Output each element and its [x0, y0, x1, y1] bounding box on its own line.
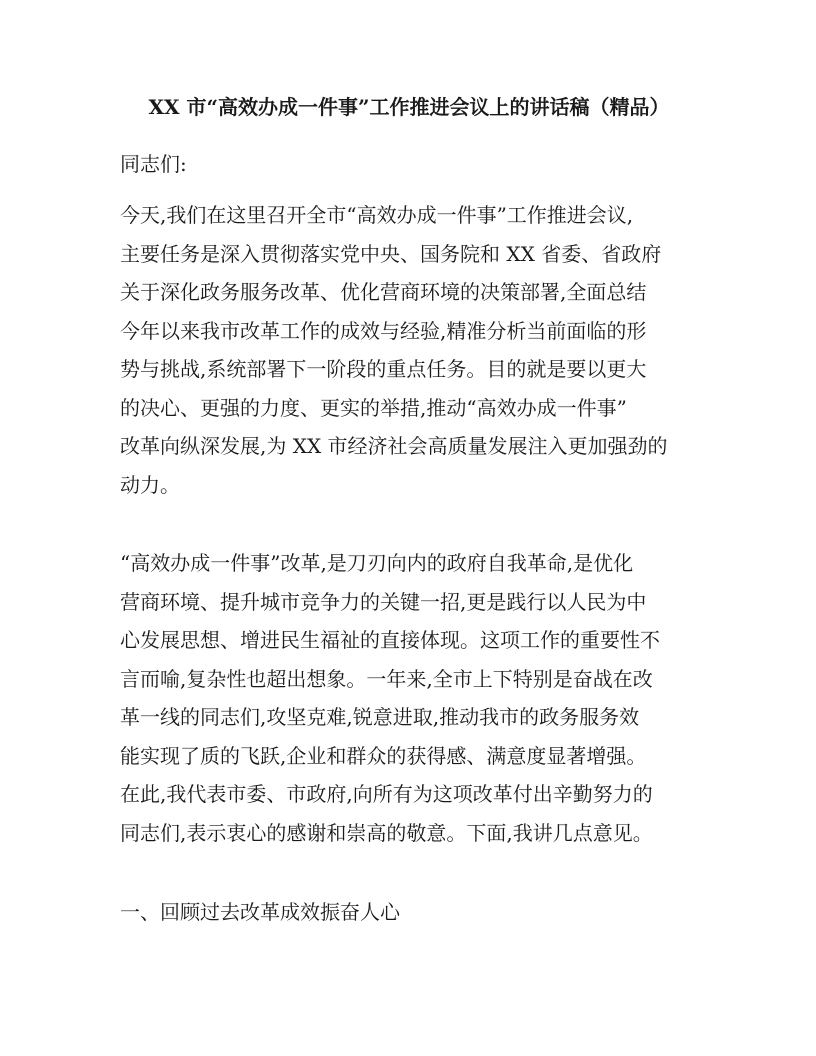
paragraph-significance — [120, 544, 698, 852]
salutation: 同志们: — [120, 152, 187, 176]
paragraph-line: 同志们,表示衷心的感谢和崇高的敬意。下面,我讲几点意见。 — [120, 820, 653, 845]
paragraph-line: 在此,我代表市委、市政府,向所有为这项改革付出辛勤努力的 — [120, 782, 653, 806]
paragraph-line: 改革向纵深发展,为 XX 市经济社会高质量发展注入更加强劲的 — [120, 434, 668, 458]
paragraph-line: 心发展思想、增进民生福祉的直接体现。这项工作的重要性不 — [120, 628, 660, 652]
paragraph-opening — [120, 196, 698, 504]
paragraph-line: 今天,我们在这里召开全市“高效办成一件事”工作推进会议, — [120, 203, 634, 227]
document-title: XX 市“高效办成一件事”工作推进会议上的讲话稿（精品） — [148, 95, 670, 119]
paragraph-line: 今年以来我市改革工作的成效与经验,精准分析当前面临的形 — [120, 318, 647, 343]
paragraph-line: 革一线的同志们,攻坚克难,锐意进取,推动我市的政务服务效 — [120, 705, 640, 729]
paragraph-line: 关于深化政务服务改革、优化营商环境的决策部署,全面总结 — [120, 280, 647, 304]
paragraph-line: “高效办成一件事”改革,是刀刃向内的政府自我革命,是优化 — [120, 551, 634, 575]
paragraph-line: 营商环境、提升城市竞争力的关键一招,更是践行以人民为中 — [120, 589, 647, 614]
paragraph-line: 主要任务是深入贯彻落实党中央、国务院和 XX 省委、省政府 — [120, 241, 662, 266]
paragraph-line: 动力。 — [120, 472, 180, 497]
paragraph-line: 言而喻,复杂性也超出想象。一年来,全市上下特别是奋战在改 — [120, 666, 653, 691]
paragraph-line: 的决心、更强的力度、更实的举措,推动“高效办成一件事” — [120, 395, 627, 420]
paragraph-line: 能实现了质的飞跃,企业和群众的获得感、满意度显著增强。 — [120, 743, 647, 768]
paragraph-line: 势与挑战,系统部署下一阶段的重点任务。目的就是要以更大 — [120, 357, 647, 381]
section-heading: 一、回顾过去改革成效振奋人心 — [120, 900, 400, 924]
